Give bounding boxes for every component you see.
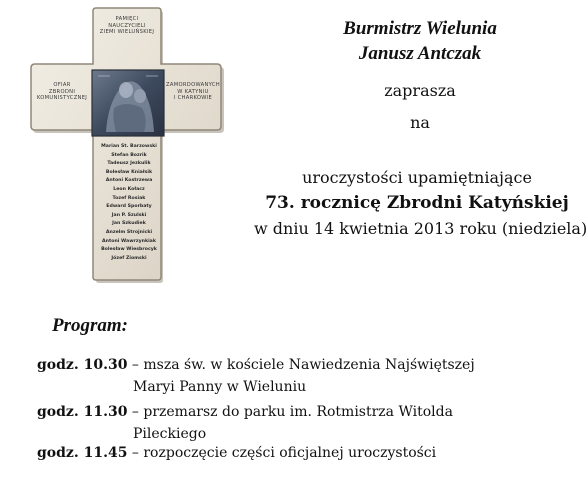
cross-top-line: ZIEMI WIELUŃSKIEJ [99, 29, 155, 36]
program-separator: – [127, 404, 144, 420]
cross-right-line: W KATYNIU [177, 88, 209, 95]
cross-left-inscription [34, 82, 90, 102]
victim-name: Marian St. Barzowski [101, 144, 157, 149]
victim-name: Bolesław Wiesbrocyk [101, 247, 157, 253]
program-item-continuation: Maryi Panny w Wieluniu [133, 379, 307, 395]
cross-right-inscription [166, 82, 220, 102]
cross-top-inscription [98, 16, 156, 36]
program-item-continuation: Pileckiego [133, 426, 207, 442]
program-title: Program: [52, 315, 128, 336]
to-text: na [410, 113, 430, 132]
event-line: uroczystości upamiętniające [302, 168, 532, 187]
program-time: godz. 10.30 [37, 357, 128, 373]
victim-names-list [96, 143, 162, 263]
victim-name: Tadeusz Jezkulik [107, 161, 151, 167]
victim-name: Anzelm Strojnicki [105, 229, 153, 235]
program-item [37, 444, 436, 462]
program-description: msza św. w kościele Nawiedzenia Najświętszej [143, 357, 475, 373]
program-separator: – [127, 357, 144, 373]
cross-left-line: ZBRODNI [48, 88, 76, 95]
program-description: przemarsz do parku im. Rotmistrza Witolda [143, 404, 453, 420]
victim-name: Jan Szkudiek [112, 221, 146, 227]
victim-name: Edward Sporbaty [106, 204, 152, 210]
program-description: rozpoczęcie części oficjalnej uroczystości [143, 445, 437, 461]
program-separator: – [127, 445, 144, 461]
cross-left-line: OFIAR [53, 82, 71, 88]
host-title: Burmistrz Wielunia [343, 18, 497, 39]
cross-right-line: I CHARKOWIE [173, 95, 213, 102]
cross-left-line: KOMUNISTYCZNEJ [36, 95, 88, 102]
cross-top-line: NAUCZYCIELI [108, 22, 146, 29]
cross-right-line: ZAMORDOWANYCH [166, 82, 220, 88]
victim-name: Antoni Kostrzewa [105, 178, 153, 184]
program-time: godz. 11.30 [37, 404, 128, 420]
victim-name: Józef Ziomski [111, 255, 147, 261]
victim-name: Tozef Rosiak [112, 195, 146, 201]
victim-name: Leon Kołacz [113, 186, 145, 192]
victim-name: Antoni Wawrzynkiak [102, 238, 156, 244]
victim-name: Bolesław Kniałsik [105, 169, 153, 175]
invites-text: zaprasza [384, 81, 456, 100]
event-date: w dniu 14 kwietnia 2013 roku (niedziela) [254, 219, 588, 238]
memorial-cross-image [28, 4, 230, 286]
cross-top-line: PAMIĘCI [115, 16, 139, 22]
victim-name: Stefan Bozrik [111, 152, 147, 158]
program-item [37, 403, 453, 421]
program-time: godz. 11.45 [37, 445, 128, 461]
host-name: Janusz Antczak [358, 43, 482, 64]
program-item [37, 356, 475, 374]
event-title: 73. rocznicę Zbrodni Katyńskiej [265, 193, 569, 213]
victim-name: Jan P. Szulski [111, 212, 147, 218]
